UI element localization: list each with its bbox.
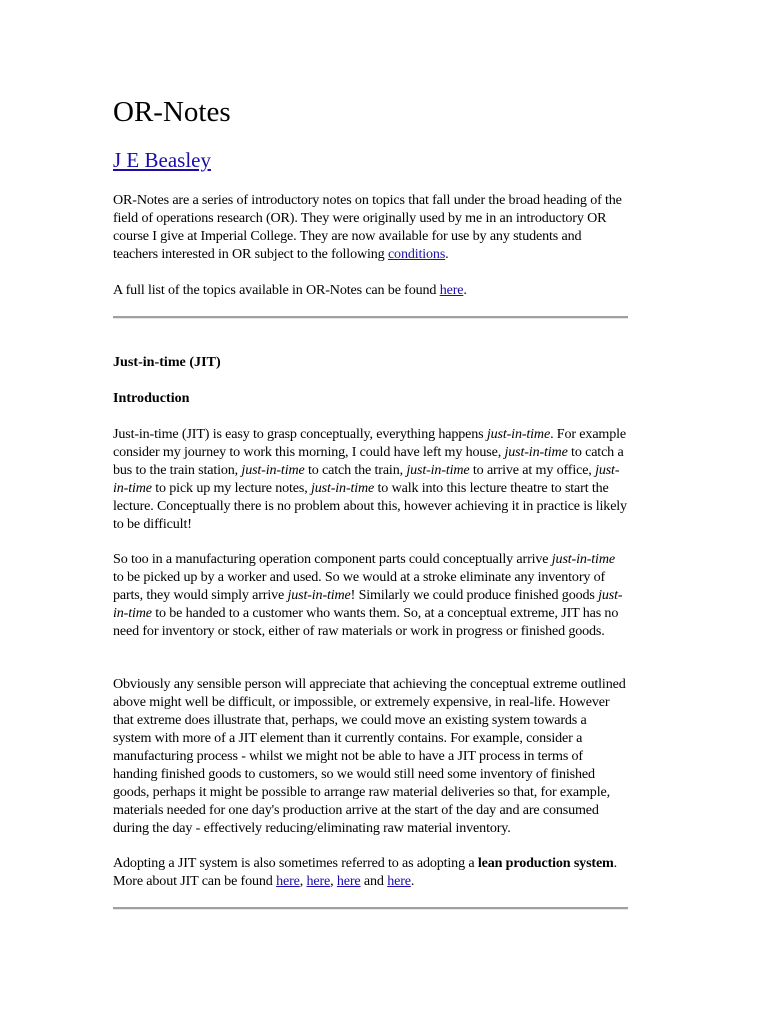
text-span: to catch the train, <box>304 462 407 478</box>
italic-term: just-in-time <box>310 480 375 496</box>
topics-text: A full list of the topics available in OR-Notes can be found <box>113 282 440 298</box>
conditions-link[interactable]: conditions <box>387 246 446 262</box>
text-span: . For example consider my journey to work this morning, I could have left my house, <box>113 426 626 460</box>
text-span: . More about JIT can be found <box>113 855 618 889</box>
jit-paragraph-3: Obviously any sensible person will appreciate that achieving the conceptual extreme outlined above might well be difficult, or impossible, or extremely expensive, in real-life. However that extreme does illustrate that, perhaps, we could move an existing system towards a system with more of a JIT element than it currently contains. For example, consider a manufacturing process - whilst we might not be able to have a JIT process in terms of handing finished goods to customers, so we would still need some inventory of finished goods, perhaps it might be possible to arrange raw material deliveries so that, for example, materials needed for one day's production arrive at the start of the day and are consumed during the day - effectively reducing/eliminating raw material inventory. <box>113 676 626 836</box>
separator: , <box>299 873 307 889</box>
intro-paragraph <box>113 191 628 263</box>
text-span: to be picked up by a worker and used. So we would at a stroke eliminate any inventory of parts, they would simply arrive <box>113 569 606 603</box>
text-span: So too in a manufacturing operation component parts could conceptually arrive <box>113 551 552 567</box>
jit-paragraph-1 <box>113 425 628 533</box>
more-here-link-2[interactable]: here <box>306 873 331 889</box>
author-heading <box>113 146 211 174</box>
text-span: to catch a bus to the train station, <box>113 444 624 478</box>
section-title: Just-in-time (JIT) <box>113 354 221 370</box>
italic-term: just-in-time <box>113 587 623 621</box>
page-title: OR-Notes <box>113 96 231 128</box>
intro-text-end: . <box>445 246 449 262</box>
more-here-link-4[interactable]: here <box>387 873 411 889</box>
italic-term: just-in-time <box>406 462 470 478</box>
jit-paragraph-4 <box>113 854 628 890</box>
text-span: Adopting a JIT system is also sometimes referred to as adopting a <box>113 855 478 871</box>
separator: , <box>330 873 337 889</box>
italic-term: just-in-time <box>241 462 305 478</box>
text-span: to walk into this lecture theatre to start the lecture. Conceptually there is no problem about this, however achieving it in practice is likely to be difficult! <box>113 480 627 532</box>
divider-top <box>113 316 628 319</box>
separator: and <box>360 873 388 889</box>
intro-text: OR-Notes are a series of introductory notes on topics that fall under the broad heading of the field of operations research (OR). They were originally used by me in an introductory OR course I give at Imperial College. They are now available for use by any students and teachers interested in OR subject to the following <box>113 192 622 262</box>
more-here-link-3[interactable]: here <box>336 873 361 889</box>
more-here-link-1[interactable]: here <box>276 873 300 889</box>
italic-term: just-in-time <box>504 444 568 460</box>
text-span: to arrive at my office, <box>469 462 596 478</box>
italic-term: just-in-time <box>551 551 615 567</box>
italic-term: just-in-time <box>287 587 351 603</box>
italic-term: just-in-time <box>486 426 551 442</box>
text-span: to be handed to a customer who wants them. So, at a conceptual extreme, JIT has no need for inventory or stock, either of raw materials or work in progress or finished goods. <box>113 605 619 639</box>
topics-text-end: . <box>463 282 467 298</box>
author-link[interactable]: J E Beasley <box>113 148 211 172</box>
text-span: ! Similarly we could produce finished goods <box>350 587 599 603</box>
text-span: to pick up my lecture notes, <box>151 480 311 496</box>
jit-paragraph-2 <box>113 550 628 640</box>
divider-bottom <box>113 907 628 910</box>
text-span: Just-in-time (JIT) is easy to grasp conceptually, everything happens <box>113 426 487 442</box>
text-span: . <box>410 873 415 889</box>
section-subtitle: Introduction <box>113 390 190 406</box>
bold-term: lean production system <box>477 855 614 871</box>
topics-here-link[interactable]: here <box>439 282 464 298</box>
topics-paragraph <box>113 281 628 299</box>
italic-term: just-in-time <box>113 462 620 496</box>
